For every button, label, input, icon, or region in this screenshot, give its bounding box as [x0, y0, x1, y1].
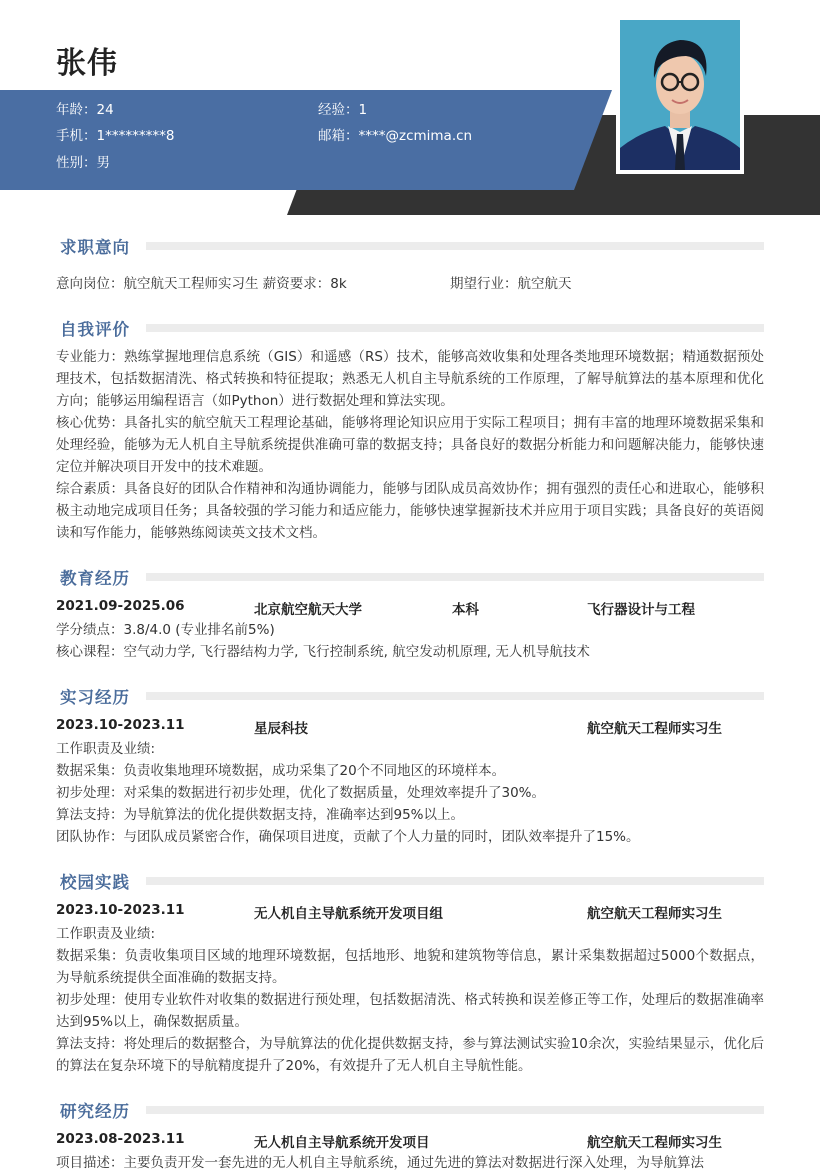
info-experience: 经验：1: [318, 102, 368, 118]
section-divider: [146, 1106, 764, 1114]
profile-photo-frame: [616, 16, 744, 174]
section-divider: [146, 242, 764, 250]
campus-line: 工作职责及业绩:: [56, 926, 156, 942]
candidate-name: 张伟: [56, 46, 118, 81]
section-campus-practice: [56, 869, 764, 1077]
edu-period: 2021.09-2025.06: [56, 598, 185, 614]
intern-line: 算法支持：为导航算法的优化提供数据支持，准确率达到95%以上。: [56, 807, 465, 823]
info-phone: 手机：1*********8: [56, 128, 175, 144]
edu-major: 飞行器设计与工程: [587, 602, 695, 618]
section-title: 求职意向: [60, 238, 130, 257]
section-research: [56, 1098, 764, 1174]
section-education: [56, 565, 764, 663]
intern-line: 数据采集：负责收集地理环境数据，成功采集了20个不同地区的环境样本。: [56, 763, 506, 779]
section-divider: [146, 877, 764, 885]
section-internship: [56, 684, 764, 848]
edu-school: 北京航空航天大学: [254, 602, 362, 618]
intern-period: 2023.10-2023.11: [56, 717, 185, 733]
campus-line: 数据采集：负责收集项目区域的地理环境数据，包括地形、地貌和建筑物等信息，累计采集数据超过5000个数据点，为导航系统提供全面准确的数据支持。: [56, 948, 764, 986]
section-divider: [146, 692, 764, 700]
research-period: 2023.08-2023.11: [56, 1131, 185, 1147]
intern-line: 团队协作：与团队成员紧密合作，确保项目进度，贡献了个人力量的同时，团队效率提升了15%。: [56, 829, 640, 845]
intern-line: 工作职责及业绩:: [56, 741, 156, 757]
info-age: 年龄：24: [56, 102, 114, 118]
intern-role: 航空航天工程师实习生: [587, 721, 722, 737]
intent-industry: 期望行业：航空航天: [450, 276, 572, 292]
research-project: 无人机自主导航系统开发项目: [254, 1135, 430, 1151]
campus-line: 算法支持：将处理后的数据整合，为导航算法的优化提供数据支持，参与算法测试实验10余次，实验结果显示，优化后的算法在复杂环境下的导航精度提升了20%，有效提升了无人机自主导航性能。: [56, 1036, 764, 1074]
portrait-icon: [620, 20, 740, 170]
intent-position-salary: 意向岗位：航空航天工程师实习生 薪资要求：8k: [56, 276, 347, 292]
self-eval-qualities: 综合素质：具备良好的团队合作精神和沟通协调能力，能够与团队成员高效协作；拥有强烈的责任心和进取心，能够积极主动地完成项目任务；具备较强的学习能力和适应能力，能够快速掌握新技术并应用于项目实践；具备良好的英语阅读和写作能力，能够熟练阅读英文技术文档。: [56, 481, 764, 541]
info-email: 邮箱：****@zcmima.cn: [318, 128, 473, 144]
edu-degree: 本科: [452, 602, 479, 618]
section-self-evaluation: [56, 316, 764, 544]
section-title: 自我评价: [60, 320, 130, 339]
intern-company: 星辰科技: [254, 721, 308, 737]
section-title: 实习经历: [60, 688, 130, 707]
campus-period: 2023.10-2023.11: [56, 902, 185, 918]
edu-gpa: 学分绩点：3.8/4.0 (专业排名前5%): [56, 622, 275, 638]
section-job-intent: [56, 234, 764, 294]
section-divider: [146, 573, 764, 581]
section-title: 校园实践: [60, 873, 130, 892]
campus-line: 初步处理：使用专业软件对收集的数据进行预处理，包括数据清洗、格式转换和误差修正等工作，处理后的数据准确率达到95%以上，确保数据质量。: [56, 992, 764, 1030]
research-role: 航空航天工程师实习生: [587, 1135, 722, 1151]
campus-role: 航空航天工程师实习生: [587, 906, 722, 922]
resume-header: [0, 0, 820, 220]
self-eval-strengths: 核心优势：具备扎实的航空航天工程理论基础，能够将理论知识应用于实际工程项目；拥有丰富的地理环境数据采集和处理经验，能够为无人机自主导航系统提供准确可靠的数据支持；具备良好的数据分析能力和问题解决能力，能够快速定位并解决项目开发中的技术难题。: [56, 415, 764, 475]
section-divider: [146, 324, 764, 332]
campus-org: 无人机自主导航系统开发项目组: [254, 906, 443, 922]
edu-courses: 核心课程：空气动力学, 飞行器结构力学, 飞行控制系统, 航空发动机原理, 无人机导航技术: [56, 644, 590, 660]
section-title: 研究经历: [60, 1102, 130, 1121]
self-eval-professional: 专业能力：熟练掌握地理信息系统（GIS）和遥感（RS）技术，能够高效收集和处理各类地理环境数据；精通数据预处理技术，包括数据清洗、格式转换和特征提取；熟悉无人机自主导航系统的工作原理，了解导航算法的基本原理和优化方向；能够运用编程语言（如Python）进行数据处理和算法实现。: [56, 349, 764, 409]
section-title: 教育经历: [60, 569, 130, 588]
intern-line: 初步处理：对采集的数据进行初步处理，优化了数据质量，处理效率提升了30%。: [56, 785, 546, 801]
profile-photo: [620, 20, 740, 170]
research-description: 项目描述：主要负责开发一套先进的无人机自主导航系统，通过先进的算法对数据进行深入处理，为导航算法: [56, 1155, 704, 1171]
info-gender: 性别：男: [56, 155, 110, 171]
